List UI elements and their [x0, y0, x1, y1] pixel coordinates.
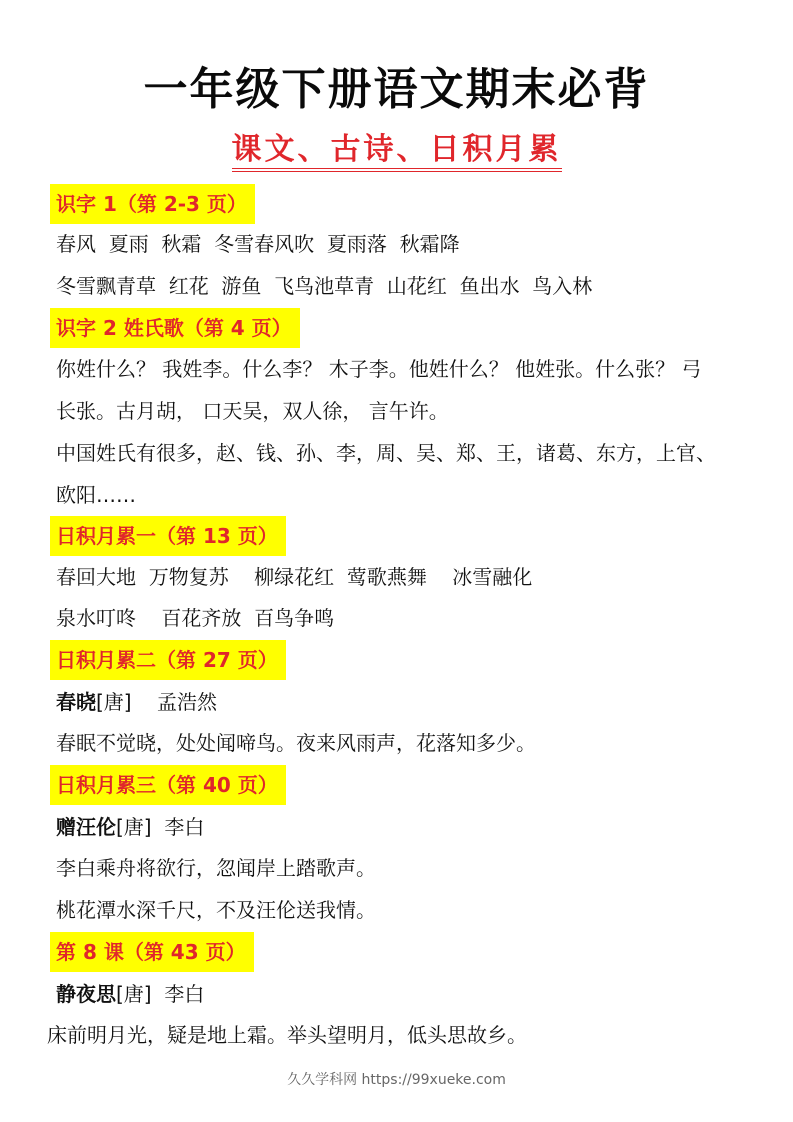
- section-4-line-1: 春眠不觉晓，处处闻啼鸟。夜来风雨声，花落知多少。: [56, 731, 536, 755]
- poem-name: 静夜思: [56, 982, 116, 1006]
- section-heading-2: 识字 2 姓氏歌（第 4 页）: [50, 308, 300, 348]
- page-footer: 久久学科网 https://99xueke.com: [287, 1072, 506, 1088]
- poem-author: 孟浩然: [157, 690, 218, 714]
- section-2-line-4: 欧阳……: [56, 483, 136, 507]
- poem-author: 李白: [164, 815, 205, 839]
- section-heading-3: 日积月累一（第 13 页）: [50, 516, 286, 556]
- section-heading-6: 第 8 课（第 43 页）: [50, 932, 254, 972]
- poem-name: 春晓: [56, 690, 96, 714]
- section-heading-4: 日积月累二（第 27 页）: [50, 640, 286, 680]
- poem-dynasty: [唐]: [116, 815, 152, 839]
- poem-title-line-2: [56, 812, 204, 842]
- section-2-line-3: 中国姓氏有很多，赵、钱、孙、李，周、吴、郑、王，诸葛、东方，上官、: [56, 441, 716, 465]
- poem-dynasty: [唐]: [96, 690, 132, 714]
- poem-title-line-3: [56, 979, 204, 1009]
- section-1-line-2: 冬雪飘青草 红花 游鱼 飞鸟池草青 山花红 鱼出水 鸟入林: [56, 274, 593, 298]
- section-3-line-1: 春回大地 万物复苏 柳绿花红 莺歌燕舞 冰雪融化: [56, 565, 533, 589]
- section-5-line-2: 桃花潭水深千尺，不及汪伦送我情。: [56, 898, 376, 922]
- section-5-line-1: 李白乘舟将欲行，忽闻岸上踏歌声。: [56, 856, 376, 880]
- page-title: 一年级下册语文期末必背: [143, 64, 650, 115]
- section-3-line-2: 泉水叮咚 百花齐放 百鸟争鸣: [56, 606, 335, 630]
- section-heading-1: 识字 1（第 2-3 页）: [50, 184, 255, 224]
- section-2-line-2: 长张。古月胡， 口天吴，双人徐， 言午许。: [56, 399, 449, 423]
- poem-dynasty: [唐]: [116, 982, 152, 1006]
- page-subtitle: [0, 128, 793, 176]
- section-6-line-1: 床前明月光，疑是地上霜。举头望明月，低头思故乡。: [47, 1023, 527, 1047]
- poem-title-line-1: [56, 687, 217, 717]
- section-2-line-1: 你姓什么？ 我姓李。什么李？ 木子李。他姓什么？ 他姓张。什么张？ 弓: [56, 357, 702, 381]
- section-heading-5: 日积月累三（第 40 页）: [50, 765, 286, 805]
- poem-name: 赠汪伦: [56, 815, 116, 839]
- section-1-line-1: 春风 夏雨 秋霜 冬雪春风吹 夏雨落 秋霜降: [56, 232, 460, 256]
- subtitle-text: 课文、古诗、日积月累: [232, 132, 562, 172]
- poem-author: 李白: [164, 982, 205, 1006]
